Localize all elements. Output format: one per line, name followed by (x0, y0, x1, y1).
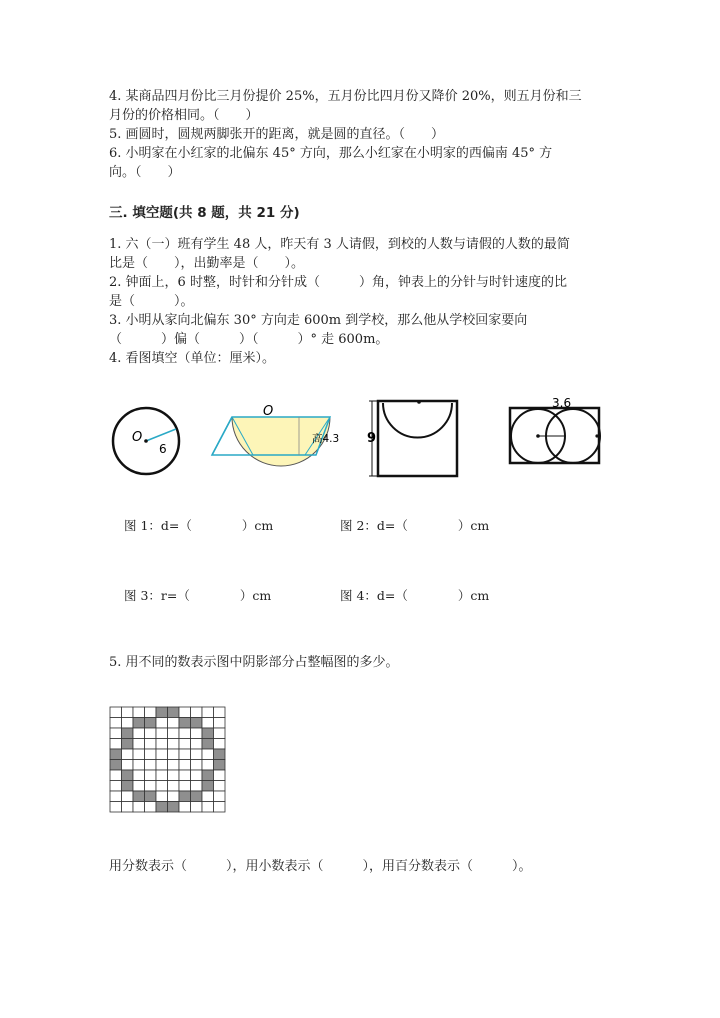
fig2-center-label: O (263, 404, 274, 419)
grid-cell (145, 802, 157, 813)
caption-fig3: 图 3：r=（ ）cm (124, 588, 272, 603)
grid-cell (168, 718, 180, 729)
grid-cell (156, 791, 168, 802)
grid-cell (191, 770, 203, 781)
grid-cell (110, 728, 122, 739)
grid-cell (214, 791, 226, 802)
grid-cell (214, 728, 226, 739)
grid-cell (145, 760, 157, 771)
grid-cell (168, 770, 180, 781)
grid-cell (110, 770, 122, 781)
grid-cell (191, 781, 203, 792)
grid-cell (145, 770, 157, 781)
judge-q4-line1: 4. 某商品四月份比三月份提价 25%，五月份比四月份又降价 20%，则五月份和三 (109, 89, 582, 104)
grid-cell (214, 739, 226, 750)
grid-cell (122, 707, 134, 718)
grid-cell-shaded (202, 728, 214, 739)
grid-cell (202, 791, 214, 802)
judge-q6-line2: 向。（ ） (109, 165, 181, 180)
grid-cell (110, 739, 122, 750)
fill-q4: 4. 看图填空（单位：厘米）。 (109, 351, 276, 366)
grid-cell (145, 728, 157, 739)
grid-cell-shaded (179, 718, 191, 729)
grid-cell (156, 739, 168, 750)
answer-line: 用分数表示（ ），用小数表示（ ），用百分数表示（ ）。 (109, 859, 532, 874)
grid-cell (179, 728, 191, 739)
grid-cell (202, 718, 214, 729)
figure-3-square (365, 395, 465, 480)
grid-cell-shaded (179, 791, 191, 802)
fill-q1-line1: 1. 六（一）班有学生 48 人，昨天有 3 人请假，到校的人数与请假的人数的最简 (109, 237, 570, 252)
shaded-grid (110, 707, 226, 814)
grid-cell (156, 770, 168, 781)
grid-cell (133, 707, 145, 718)
grid-cell (214, 707, 226, 718)
grid-cell-shaded (202, 770, 214, 781)
grid-cell-shaded (191, 791, 203, 802)
grid-cell (156, 781, 168, 792)
grid-cell (168, 791, 180, 802)
grid-cell (191, 749, 203, 760)
fig3-height-label: 9 (367, 431, 377, 446)
grid-cell (191, 728, 203, 739)
judge-q4-line2: 月份的价格相同。（ ） (109, 108, 259, 123)
grid-cell (179, 760, 191, 771)
fig1-radius-label: 6 (159, 442, 167, 456)
grid-cell (110, 707, 122, 718)
grid-cell (179, 739, 191, 750)
grid-cell-shaded (214, 760, 226, 771)
grid-cell (145, 739, 157, 750)
grid-cell (179, 781, 191, 792)
grid-cell (122, 749, 134, 760)
grid-cell (156, 728, 168, 739)
judge-q6-line1: 6. 小明家在小红家的北偏东 45° 方向，那么小红家在小明家的西偏南 45° 方 (109, 146, 553, 161)
grid-cell-shaded (110, 760, 122, 771)
grid-cell (133, 739, 145, 750)
grid-cell (202, 707, 214, 718)
grid-cell-shaded (122, 728, 134, 739)
grid-cell-shaded (145, 791, 157, 802)
grid-cell (145, 749, 157, 760)
caption-fig2: 图 2：d=（ ）cm (340, 518, 490, 533)
grid-cell (110, 781, 122, 792)
grid-cell (191, 707, 203, 718)
grid-cell-shaded (122, 739, 134, 750)
fill-q2-line2: 是（ ）。 (109, 294, 194, 309)
grid-cell (133, 781, 145, 792)
grid-cell-shaded (214, 749, 226, 760)
fig4-width-label: 3.6 (552, 396, 572, 410)
grid-cell (202, 749, 214, 760)
grid-cell-shaded (202, 781, 214, 792)
fill-q5: 5. 用不同的数表示图中阴影部分占整幅图的多少。 (109, 655, 399, 670)
grid-cell (168, 781, 180, 792)
grid-cell (214, 718, 226, 729)
fill-q3-line2: （ ）偏（ ）（ ）° 走 600m。 (109, 332, 389, 347)
grid-cell-shaded (156, 707, 168, 718)
grid-cell-shaded (145, 718, 157, 729)
grid-cell (168, 739, 180, 750)
figure-4-rectangle (505, 395, 605, 470)
grid-cell (191, 760, 203, 771)
caption-fig1: 图 1：d=（ ）cm (124, 518, 274, 533)
grid-cell (202, 760, 214, 771)
grid-cell-shaded (122, 781, 134, 792)
fill-q2-line1: 2. 钟面上，6 时整，时针和分针成（ ）角，钟表上的分针与时针速度的比 (109, 275, 567, 290)
grid-cell (156, 760, 168, 771)
grid-cell (156, 718, 168, 729)
fig1-center-label: O (132, 430, 143, 445)
figure-2-trapezoid (205, 405, 355, 465)
section-title: 三. 填空题(共 8 题，共 21 分) (109, 205, 300, 221)
grid-cell (122, 760, 134, 771)
grid-cell (179, 770, 191, 781)
grid-cell (110, 718, 122, 729)
grid-cell (110, 791, 122, 802)
grid-cell (168, 728, 180, 739)
grid-cell (122, 802, 134, 813)
figure-1-circle (110, 405, 190, 485)
grid-cell-shaded (110, 749, 122, 760)
grid-cell-shaded (133, 791, 145, 802)
grid-cell (133, 760, 145, 771)
grid-cell (168, 749, 180, 760)
grid-cell (145, 781, 157, 792)
grid-cell (179, 802, 191, 813)
grid-cell (133, 728, 145, 739)
grid-cell-shaded (168, 802, 180, 813)
grid-cell (133, 802, 145, 813)
judge-q5: 5. 画圆时，圆规两脚张开的距离，就是圆的直径。（ ） (109, 127, 445, 142)
grid-cell-shaded (133, 718, 145, 729)
grid-cell (110, 802, 122, 813)
grid-cell (214, 770, 226, 781)
fig2-height-label: 高4.3 (312, 433, 340, 445)
grid-cell (168, 760, 180, 771)
grid-cell-shaded (156, 802, 168, 813)
grid-cell (179, 707, 191, 718)
grid-cell (133, 770, 145, 781)
grid-cell-shaded (202, 739, 214, 750)
grid-cell-shaded (168, 707, 180, 718)
grid-cell-shaded (122, 770, 134, 781)
grid-cell (191, 739, 203, 750)
grid-cell (179, 749, 191, 760)
grid-cell (145, 707, 157, 718)
grid-cell (133, 749, 145, 760)
grid-cell (191, 802, 203, 813)
grid-cell (122, 791, 134, 802)
grid-cell (214, 802, 226, 813)
caption-fig4: 图 4：d=（ ）cm (340, 588, 490, 603)
fill-q1-line2: 比是（ ），出勤率是（ ）。 (109, 256, 305, 271)
grid-cell (202, 802, 214, 813)
fill-q3-line1: 3. 小明从家向北偏东 30° 方向走 600m 到学校，那么他从学校回家要向 (109, 313, 528, 328)
grid-cell-shaded (191, 718, 203, 729)
grid-cell (214, 781, 226, 792)
grid-cell (156, 749, 168, 760)
grid-cell (122, 718, 134, 729)
